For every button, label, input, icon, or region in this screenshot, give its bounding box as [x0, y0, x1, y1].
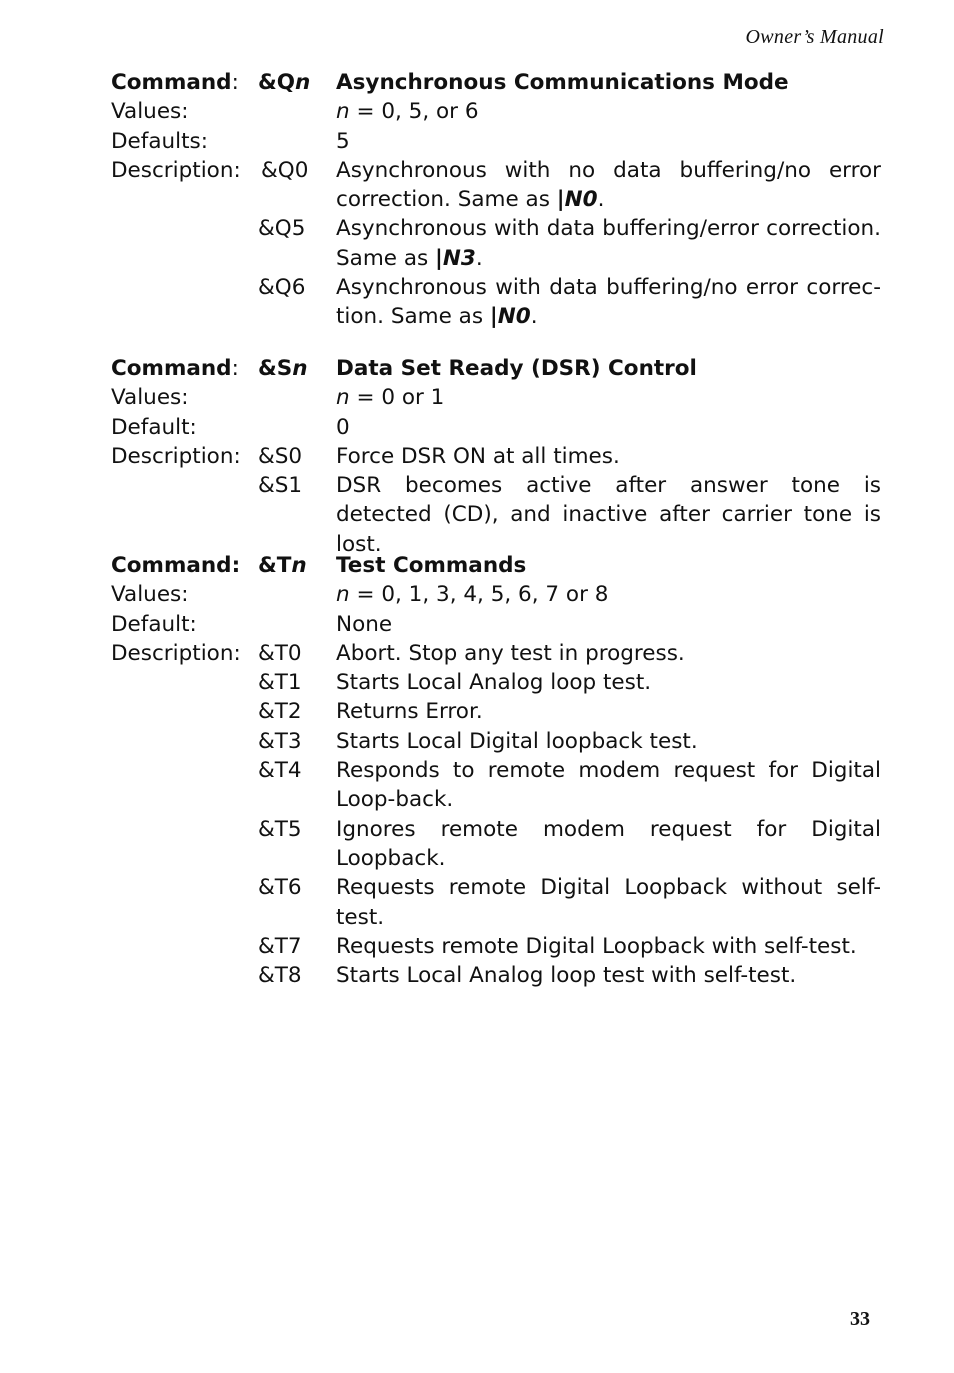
values-text: n = 0, 1, 3, 4, 5, 6, 7 or 8	[336, 582, 609, 608]
default-label: Defaults:	[111, 128, 209, 154]
description-item	[111, 156, 881, 215]
item-code: &T3	[258, 728, 302, 754]
item-code: &T5	[258, 816, 302, 842]
item-text: Starts Local Analog loop test with self-test.	[336, 963, 797, 989]
command-code: &Qn	[258, 70, 311, 95]
item-text: Asynchronous with no data buffering/no error correction. Same as |N0.	[336, 157, 881, 213]
item-code: &S0	[258, 443, 303, 469]
description-item	[111, 697, 881, 726]
command-code: &Tn	[258, 553, 307, 578]
default-label: Default:	[111, 414, 197, 440]
command-title: Data Set Ready (DSR) Control	[336, 356, 697, 381]
description-item	[111, 727, 881, 756]
command-label: Command:	[111, 553, 241, 578]
default-value: 0	[336, 414, 350, 440]
item-code: &Q5	[258, 216, 306, 242]
values-row	[111, 383, 881, 412]
default-row	[111, 127, 881, 156]
default-row	[111, 610, 881, 639]
description-item	[111, 756, 881, 815]
item-text: Abort. Stop any test in progress.	[336, 640, 685, 666]
item-code: &T2	[258, 699, 302, 725]
description-item	[111, 961, 881, 990]
command-row	[111, 354, 881, 383]
default-value: 5	[336, 128, 350, 154]
item-code: &T1	[258, 670, 302, 696]
values-row	[111, 97, 881, 126]
values-text: n = 0, 5, or 6	[336, 99, 479, 125]
values-text: n = 0 or 1	[336, 385, 445, 411]
item-text: Ignores remote modem request for Digital Loopback.	[336, 816, 881, 871]
description-item	[111, 668, 881, 697]
item-code: &T4	[258, 758, 302, 784]
item-text: Asynchronous with data buffering/error correction. Same as |N3.	[336, 216, 881, 271]
description-item	[111, 442, 881, 471]
description-label: Description:	[111, 157, 241, 183]
command-section-q	[111, 68, 881, 332]
running-header: Owner’s Manual	[745, 26, 884, 48]
item-text: Returns Error.	[336, 699, 483, 725]
item-text: DSR becomes active after answer tone is detected (CD), and inactive after carrier tone is lost.	[336, 473, 881, 557]
command-label: Command:	[111, 70, 239, 95]
item-code: &S1	[258, 473, 303, 499]
item-text: Force DSR ON at all times.	[336, 443, 620, 469]
command-row	[111, 68, 881, 97]
values-label: Values:	[111, 99, 189, 125]
default-value: None	[336, 611, 393, 637]
item-code: &Q6	[258, 275, 306, 301]
default-row	[111, 413, 881, 442]
item-text: Requests remote Digital Loopback with self-test.	[336, 933, 857, 959]
item-text: Starts Local Analog loop test.	[336, 670, 652, 696]
item-code: &Q0	[261, 157, 309, 183]
item-text: Requests remote Digital Loopback without self-test.	[336, 875, 881, 930]
values-label: Values:	[111, 582, 189, 608]
item-text: Asynchronous with data buffering/no error correc-tion. Same as |N0.	[336, 275, 881, 330]
item-text: Responds to remote modem request for Digital Loop-back.	[336, 758, 881, 813]
description-label: Description:	[111, 640, 241, 666]
description-item	[111, 932, 881, 961]
command-title: Test Commands	[336, 553, 527, 578]
description-item	[111, 214, 881, 273]
values-row	[111, 580, 881, 609]
description-item	[111, 273, 881, 332]
command-label: Command:	[111, 356, 239, 381]
values-label: Values:	[111, 385, 189, 411]
item-code: &T7	[258, 933, 302, 959]
description-item	[111, 639, 881, 668]
page-number: 33	[850, 1308, 870, 1330]
item-code: &T8	[258, 963, 302, 989]
default-label: Default:	[111, 611, 197, 637]
item-code: &T6	[258, 875, 302, 901]
description-item	[111, 471, 881, 559]
description-item	[111, 873, 881, 932]
command-row	[111, 551, 881, 580]
description-label: Description:	[111, 443, 241, 469]
command-section-s	[111, 354, 881, 559]
command-code: &Sn	[258, 356, 308, 381]
item-text: Starts Local Digital loopback test.	[336, 728, 698, 754]
command-title: Asynchronous Communications Mode	[336, 70, 789, 95]
command-section-t	[111, 551, 881, 990]
description-item	[111, 815, 881, 874]
item-code: &T0	[258, 640, 302, 666]
